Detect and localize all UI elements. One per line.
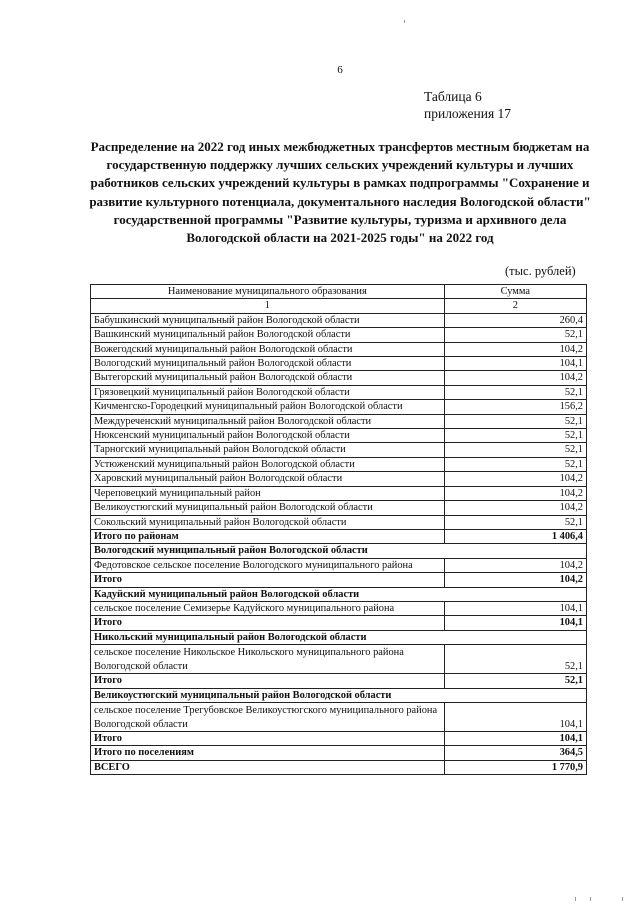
settlement-name: сельское поселение Трегубовское Великоустюгского муниципального района Вологодской области	[91, 702, 445, 731]
districts-total-label: Итого по районам	[91, 529, 445, 543]
section-total-label: Итого	[91, 573, 445, 587]
district-name: Устюженский муниципальный район Вологодской области	[91, 457, 445, 471]
table-row	[91, 342, 587, 356]
section-total-value: 104,2	[444, 573, 586, 587]
district-sum: 52,1	[444, 443, 586, 457]
section-total-value: 104,1	[444, 616, 586, 630]
table-row	[91, 357, 587, 371]
section-total-label: Итого	[91, 731, 445, 745]
settlements-total-value: 364,5	[444, 746, 586, 760]
district-sum: 52,1	[444, 457, 586, 471]
section-total-row	[91, 573, 587, 587]
table-row	[91, 385, 587, 399]
district-sum: 104,2	[444, 501, 586, 515]
district-name: Тарногский муниципальный район Вологодской области	[91, 443, 445, 457]
scan-mark	[622, 897, 623, 901]
grand-total-label: ВСЕГО	[91, 760, 445, 774]
table-header-numbers-row	[91, 299, 587, 313]
table-row	[91, 429, 587, 443]
settlements-total-row	[91, 746, 587, 760]
district-sum: 52,1	[444, 515, 586, 529]
table-row	[91, 328, 587, 342]
settlement-sum: 104,1	[444, 702, 586, 731]
section-title: Великоустюгский муниципальный район Вологодской области	[91, 688, 587, 702]
settlement-name: сельское поселение Семизерье Кадуйского муниципального района	[91, 601, 445, 615]
settlement-sections	[91, 544, 587, 746]
district-sum: 156,2	[444, 400, 586, 414]
section-title: Кадуйский муниципальный район Вологодской области	[91, 587, 587, 601]
column-header-name: Наименование муниципального образования	[91, 285, 445, 299]
column-header-sum: Сумма	[444, 285, 586, 299]
settlement-row	[91, 645, 587, 674]
settlement-sum: 104,1	[444, 601, 586, 615]
district-sum: 104,2	[444, 472, 586, 486]
table-row	[91, 472, 587, 486]
section-total-row	[91, 616, 587, 630]
settlements-total-label: Итого по поселениям	[91, 746, 445, 760]
distribution-table	[90, 284, 587, 775]
district-sum: 260,4	[444, 313, 586, 327]
district-name: Вытегорский муниципальный район Вологодской области	[91, 371, 445, 385]
district-name: Грязовецкий муниципальный район Вологодской области	[91, 385, 445, 399]
table-row	[91, 400, 587, 414]
document-title: Распределение на 2022 год иных межбюджетных трансфертов местным бюджетам на государственную поддержку лучших сельских учреждений культуры и лучших работников сельских учреждений культуры в рамках подпрограммы "Сохранение и развитие культурного потенциала, документального наследия Вологодской области" государственной программы "Развитие культуры, туризма и архивного дела Вологодской области на 2021-2025 годы" на 2022 год	[89, 139, 591, 246]
settlement-sum: 52,1	[444, 645, 586, 674]
district-sum: 52,1	[444, 414, 586, 428]
district-sum: 104,2	[444, 486, 586, 500]
section-total-row	[91, 731, 587, 745]
section-total-row	[91, 674, 587, 688]
district-sum: 52,1	[444, 429, 586, 443]
section-header-row	[91, 630, 587, 644]
section-header-row	[91, 688, 587, 702]
table-row	[91, 501, 587, 515]
section-header-row	[91, 544, 587, 558]
table-row	[91, 371, 587, 385]
district-name: Вашкинский муниципальный район Вологодской области	[91, 328, 445, 342]
settlement-name: Федотовское сельское поселение Вологодского муниципального района	[91, 558, 445, 572]
units-label: (тыс. рублей)	[505, 264, 576, 278]
table-row	[91, 515, 587, 529]
district-name: Бабушкинский муниципальный район Вологодской области	[91, 313, 445, 327]
table-row	[91, 443, 587, 457]
scan-mark	[404, 20, 405, 23]
page-number: 6	[337, 64, 343, 76]
table-row	[91, 486, 587, 500]
settlement-row	[91, 601, 587, 615]
district-name: Вожегодский муниципальный район Вологодской области	[91, 342, 445, 356]
district-name: Междуреченский муниципальный район Вологодской области	[91, 414, 445, 428]
district-sum: 52,1	[444, 385, 586, 399]
annex-reference	[424, 88, 511, 122]
district-rows	[91, 313, 587, 529]
column-number-2: 2	[444, 299, 586, 313]
district-name: Харовский муниципальный район Вологодской области	[91, 472, 445, 486]
district-name: Великоустюгский муниципальный район Вологодской области	[91, 501, 445, 515]
settlement-name: сельское поселение Никольское Никольского муниципального района Вологодской области	[91, 645, 445, 674]
section-header-row	[91, 587, 587, 601]
district-name: Вологодский муниципальный район Вологодской области	[91, 357, 445, 371]
district-name: Нюксенский муниципальный район Вологодской области	[91, 429, 445, 443]
section-title: Никольский муниципальный район Вологодской области	[91, 630, 587, 644]
annex-table-label: Таблица 6	[424, 89, 482, 104]
district-name: Кичменгско-Городецкий муниципальный район Вологодской области	[91, 400, 445, 414]
settlement-row	[91, 558, 587, 572]
table-row	[91, 414, 587, 428]
column-number-1: 1	[91, 299, 445, 313]
grand-total-value: 1 770,9	[444, 760, 586, 774]
table-row	[91, 313, 587, 327]
districts-total-row	[91, 529, 587, 543]
district-sum: 104,2	[444, 342, 586, 356]
district-sum: 104,2	[444, 371, 586, 385]
section-total-value: 52,1	[444, 674, 586, 688]
annex-appendix-label: приложения 17	[424, 106, 512, 121]
district-sum: 104,1	[444, 357, 586, 371]
section-total-value: 104,1	[444, 731, 586, 745]
scan-mark	[575, 897, 591, 901]
district-name: Череповецкий муниципальный район	[91, 486, 445, 500]
grand-total-row	[91, 760, 587, 774]
table-header-row	[91, 285, 587, 299]
district-sum: 52,1	[444, 328, 586, 342]
section-total-label: Итого	[91, 674, 445, 688]
settlement-sum: 104,2	[444, 558, 586, 572]
districts-total-value: 1 406,4	[444, 529, 586, 543]
section-title: Вологодский муниципальный район Вологодской области	[91, 544, 587, 558]
section-total-label: Итого	[91, 616, 445, 630]
settlement-row	[91, 702, 587, 731]
table-row	[91, 457, 587, 471]
district-name: Сокольский муниципальный район Вологодской области	[91, 515, 445, 529]
